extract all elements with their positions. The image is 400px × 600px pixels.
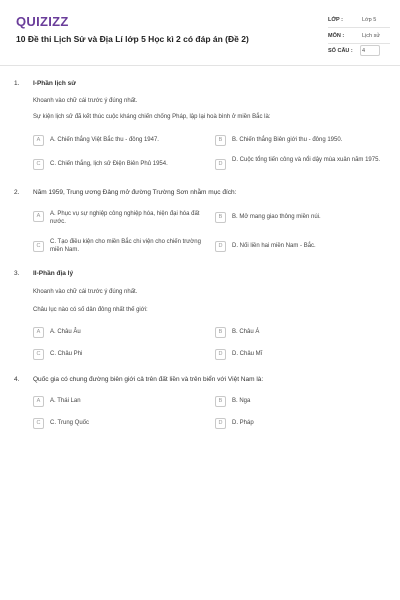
meta-subject-value: Lịch sử [362, 33, 381, 39]
meta-subject-label: MÔN : [328, 33, 345, 39]
option-letter-box: D [215, 418, 226, 429]
meta-grade-value: Lớp 5 [362, 17, 377, 23]
meta-divider [328, 27, 390, 28]
option-text: B. Nga [232, 398, 251, 404]
option-text: D. Pháp [232, 420, 254, 426]
document-title: 10 Đề thi Lịch Sử và Địa Lí lớp 5 Học kì 2 có đáp án (Đề 2) [16, 34, 249, 44]
option-text: C. Tạo điều kiện cho miền Bắc chi viện cho chiến trường miền Nam. [50, 239, 201, 253]
option-text: D. Cuộc tổng tiến công và nổi dậy mùa xuân năm 1975. [232, 157, 381, 163]
option-letter-box: B [215, 396, 226, 407]
option-text: B. Châu Á [232, 329, 260, 335]
option-text: C. Chiến thắng, lịch sử Điện Biên Phủ 1954. [50, 161, 168, 167]
option-letter-box: A [33, 135, 44, 146]
option-text: C. Trung Quốc [50, 420, 90, 426]
option-text: A. Thái Lan [50, 398, 81, 404]
option-text: A. Phục vụ sự nghiệp công nghiệp hóa, hiện đại hóa đất nước. [50, 211, 200, 225]
page-header [0, 0, 400, 66]
question-instruction: Khoanh vào chữ cái trước ý đúng nhất. [33, 98, 138, 104]
meta-count-label: SỐ CÂU : [328, 48, 353, 54]
question-prompt: Quốc gia có chung đường biên giới cả trên đất liền và trên biển với Việt Nam là: [33, 376, 264, 383]
question-number: 4. [14, 376, 20, 383]
option-text: A. Chiến thắng Việt Bắc thu - đông 1947. [50, 137, 159, 143]
section-heading: II-Phần địa lý [33, 270, 74, 277]
option-text: B. Chiến thắng Biên giới thu - đông 1950. [232, 137, 343, 143]
option-text: D. Nối liền hai miền Nam - Bắc. [232, 243, 316, 249]
option-letter-box: C [33, 241, 44, 252]
option-text: C. Châu Phi [50, 351, 83, 357]
question-instruction: Khoanh vào chữ cái trước ý đúng nhất. [33, 289, 138, 295]
option-text: A. Châu Âu [50, 329, 81, 335]
question-prompt: Châu lục nào có số dân đông nhất thế giới: [33, 307, 148, 313]
option-letter-box: D [215, 241, 226, 252]
option-letter-box: D [215, 159, 226, 170]
quizizz-logo: QUIZIZZ [16, 14, 69, 29]
option-letter-box: A [33, 327, 44, 338]
meta-divider [328, 43, 390, 44]
question-number: 3. [14, 270, 20, 277]
meta-grade-label: LỚP : [328, 17, 343, 23]
option-letter-box: D [215, 349, 226, 360]
option-letter-box: C [33, 418, 44, 429]
option-text: D. Châu Mĩ [232, 351, 263, 357]
meta-count-value: 4 [362, 48, 366, 54]
option-letter-box: C [33, 349, 44, 360]
option-letter-box: B [215, 212, 226, 223]
option-letter-box: C [33, 159, 44, 170]
option-text: B. Mở mang giao thông miền núi. [232, 214, 321, 220]
question-number: 2. [14, 189, 20, 196]
section-heading: I-Phần lịch sử [33, 80, 76, 87]
question-prompt: Năm 1959, Trung ương Đảng mở đường Trường Sơn nhằm mục đích: [33, 189, 237, 196]
question-number: 1. [14, 80, 20, 87]
option-letter-box: A [33, 211, 44, 222]
question-prompt: Sự kiện lịch sử đã kết thúc cuộc kháng chiến chống Pháp, lập lại hoà bình ở miền Bắc là: [33, 114, 271, 120]
option-letter-box: B [215, 135, 226, 146]
option-letter-box: B [215, 327, 226, 338]
option-letter-box: A [33, 396, 44, 407]
